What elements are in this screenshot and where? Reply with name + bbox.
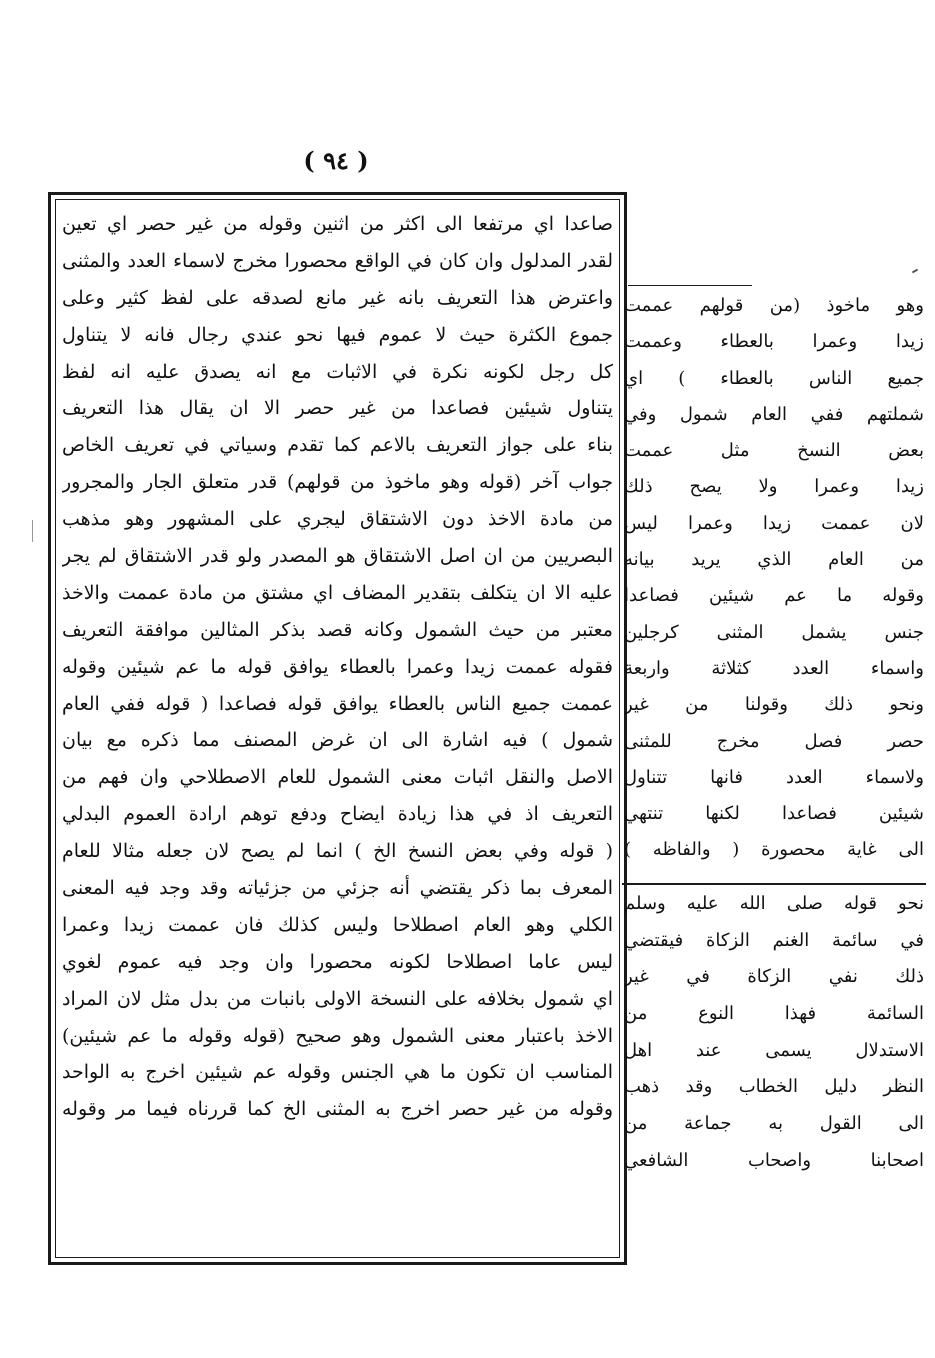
- main-text-line: واعترض هذا التعريف بانه غير مانع لصدقه على لفظ كثير وعلى: [62, 286, 613, 309]
- margin-text-line: في سائمة الغنم الزكاة فيقتضي: [624, 929, 924, 951]
- main-text-line: صاعدا اي مرتفعا الى اكثر من اثنين وقوله من غير حصر اي تعين: [62, 213, 613, 235]
- main-text-line: معتبر من حيث الشمول وكانه قصد بذكر المثالين موافقة التعريف: [62, 618, 613, 641]
- main-text-line: اي شمول بخلافه على النسخة الاولى بانبات من بدل مثل لان المراد: [62, 987, 613, 1010]
- main-text-line: بناء على جواز التعريف بالاعم كما تقدم وسياتي في تعريف الخاص: [62, 434, 613, 457]
- main-text-line: عممت جميع الناس بالعطاء يوافق قوله فصاعدا ( قوله ففي العام: [62, 692, 613, 715]
- main-text-line: التعريف اذ في هذا زيادة ايضاح ودفع توهم ارادة العموم البدلي: [62, 803, 613, 826]
- margin-text-line: جنس يشمل المثنى كرجلين: [624, 621, 924, 643]
- scan-binding-mark: [32, 520, 33, 542]
- margin-text-line: بعض النسخ مثل عممت: [624, 440, 924, 462]
- margin-text-line: ونحو ذلك وقولنا من غير: [624, 694, 924, 716]
- margin-text-block-lower: [624, 886, 924, 1180]
- main-text-line: عليه الا ان يتكلف بتقدير المضاف اي مشتق من مادة عممت والاخذ: [62, 581, 613, 604]
- main-text-line: الاصل والنقل اثبات معنى الشمول للعام الاصطلاحي وان فهم من: [62, 766, 613, 789]
- margin-text-line: واسماء العدد كثلاثة واربعة: [624, 657, 924, 679]
- main-text-line: جواب آخر (قوله وهو ماخوذ من قولهم) قدر متعلق الجار والمجرور: [62, 471, 613, 494]
- margin-text-line: وهو ماخوذ (من قولهم عممت: [624, 295, 924, 316]
- main-text-block: [62, 206, 613, 1128]
- main-text-line: جموع الكثرة حيث لا عموم فيها نحو عندي رجال فانه لا يتناول: [62, 323, 613, 346]
- margin-text-line: نحو قوله صلى الله عليه وسلم: [624, 893, 924, 914]
- main-text-line: كل رجل لكونه نكرة في الاثبات مع انه يصدق عليه انه لفظ: [62, 360, 613, 383]
- main-text-line: البصريين من ان اصل الاشتقاق هو المصدر ولو قدر الاشتقاق لم يجر: [62, 545, 613, 568]
- margin-text-line: الى القول به جماعة من: [624, 1113, 924, 1135]
- margin-text-line: الى غاية محصورة ( والفاظه ): [624, 839, 924, 861]
- scan-speck: [912, 269, 918, 274]
- main-text-line: وقوله من غير حصر اخرج به المثنى الخ كما قررناه فيما مر وقوله: [62, 1098, 613, 1121]
- main-text-line: الكلي وهو العام اصطلاحا وليس كذلك فان عممت زيدا وعمرا: [62, 913, 613, 936]
- margin-text-block-upper: [624, 288, 924, 869]
- main-text-line: المعرف بما ذكر يقتضي أنه جزئي من جزئياته وقد وجد فيه المعنى: [62, 877, 613, 900]
- margin-text-line: ولاسماء العدد فانها تتناول: [624, 766, 924, 788]
- main-text-line: ( قوله وفي بعض النسخ الخ ) انما لم يصح لان جعله مثالا للعام: [62, 840, 613, 863]
- main-text-line: ليس عاما اصطلاحا لكونه محصورا وان وجد فيه عموم لغوي: [62, 950, 613, 973]
- margin-text-line: زيدا وعمرا بالعطاء وعممت: [624, 331, 924, 353]
- main-text-line: يتناول شيئين فصاعدا من غير حصر الا ان يقال هذا التعريف: [62, 397, 613, 420]
- margin-text-line: السائمة فهذا النوع من: [624, 1003, 924, 1025]
- margin-text-line: الاستدلال يسمى عند اهل: [624, 1039, 924, 1061]
- margin-text-line: النظر دليل الخطاب وقد ذهب: [624, 1076, 924, 1098]
- margin-text-line: اصحابنا واصحاب الشافعي: [624, 1149, 924, 1171]
- margin-top-rule: [628, 285, 752, 286]
- main-text-line: شمول ) فيه اشارة الى ان غرض المصنف مما ذكره مع بيان: [62, 729, 613, 752]
- margin-text-line: لان عممت زيدا وعمرا ليس: [624, 512, 924, 534]
- main-text-line: فقوله عممت زيدا وعمرا بالعطاء يوافق قوله ما عم شيئين وقوله: [62, 655, 613, 678]
- margin-text-line: جميع الناس بالعطاء ) اي: [624, 367, 924, 389]
- margin-text-line: شيئين فصاعدا لكنها تنتهي: [624, 803, 924, 825]
- margin-text-line: وقوله ما عم شيئين فصاعدا: [624, 585, 924, 607]
- main-text-line: الاخذ باعتبار معنى الشمول وهو صحيح (قوله وقوله ما عم شيئين): [62, 1024, 613, 1047]
- margin-text-line: زيدا وعمرا ولا يصح ذلك: [624, 476, 924, 498]
- margin-text-line: حصر فصل مخرج للمثنى: [624, 730, 924, 752]
- page-number: ( ٩٤ ): [303, 146, 369, 175]
- margin-divider-rule: [622, 883, 926, 885]
- margin-text-line: من العام الذي يريد بيانه: [624, 549, 924, 571]
- margin-text-line: ذلك نفي الزكاة في غير: [624, 966, 924, 988]
- main-text-line: لقدر المدلول وان كان في الواقع محصورا مخرج لاسماء العدد والمثنى: [62, 249, 613, 272]
- main-text-line: المناسب ان تكون ما هي الجنس وقوله عم شيئين اخرج به الواحد: [62, 1061, 613, 1084]
- main-text-line: من مادة الاخذ دون الاشتقاق ليجري على المشهور وهو مذهب: [62, 508, 613, 531]
- margin-text-line: شملتهم ففي العام شمول وفي: [624, 403, 924, 425]
